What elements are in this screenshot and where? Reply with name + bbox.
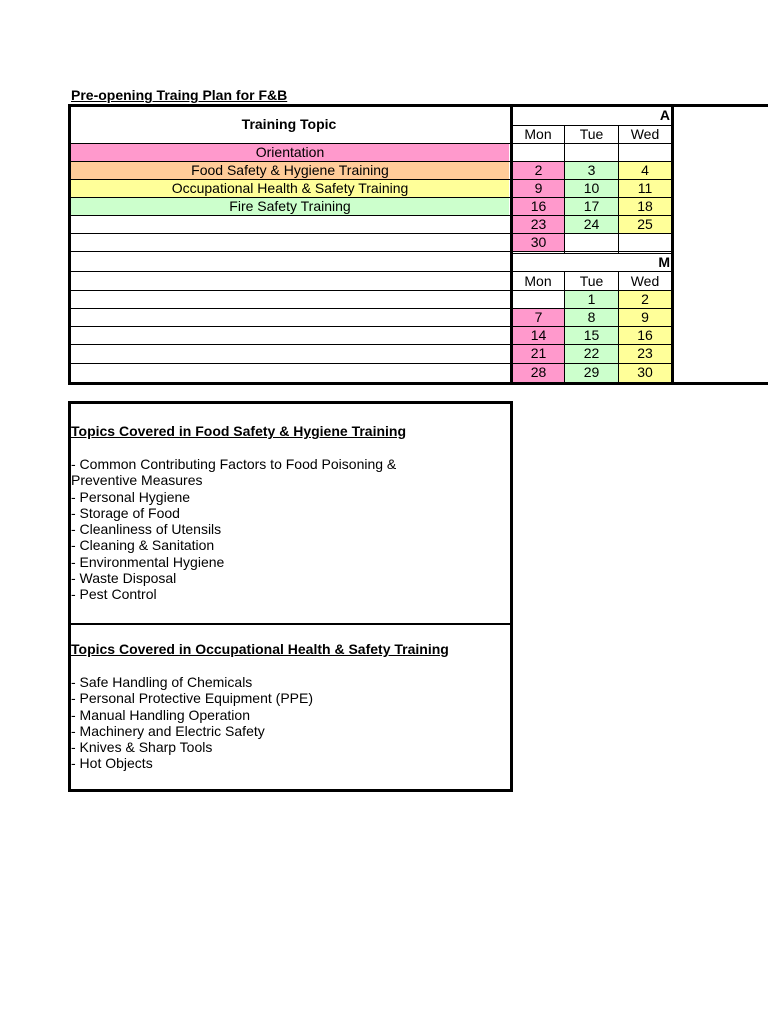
list-item: - Personal Protective Equipment (PPE) (71, 690, 313, 707)
list-item: - Personal Hygiene (71, 488, 191, 505)
month1-cell: 17 (565, 198, 618, 215)
ohs-heading: Topics Covered in Occupational Health & Safety Training (71, 641, 449, 657)
list-item: - Hot Objects (71, 755, 153, 772)
list-item: - Pest Control (71, 586, 157, 603)
month2-cell: 15 (565, 327, 618, 344)
month1-cell (565, 144, 618, 161)
topic-fire-safety: Fire Safety Training (71, 198, 509, 215)
list-item: - Storage of Food (71, 504, 180, 521)
topic-ohs: Occupational Health & Safety Training (71, 180, 509, 197)
month1-cell: 16 (513, 198, 564, 215)
month1-cell: 3 (565, 162, 618, 179)
topic-header: Training Topic (241, 116, 337, 132)
month1-cell: 2 (513, 162, 564, 179)
month2-cell: 16 (619, 327, 671, 344)
month1-day-mon: Mon (524, 126, 552, 142)
month2-cell: 14 (513, 327, 564, 344)
food-safety-list (71, 456, 396, 603)
month1-cell: 23 (513, 216, 564, 233)
month2-cell: 23 (619, 345, 671, 363)
food-safety-heading: Topics Covered in Food Safety & Hygiene Training (71, 423, 407, 439)
month1-cell: 18 (619, 198, 671, 215)
month1-cell: 25 (619, 216, 671, 233)
list-item: - Cleaning & Sanitation (71, 537, 215, 554)
month1-cell: 10 (565, 180, 618, 197)
month2-cell: 28 (513, 364, 564, 382)
month1-name: A (659, 107, 670, 123)
month2-cell: 22 (565, 345, 618, 363)
month1-day-tue: Tue (579, 126, 604, 142)
list-item: - Cleanliness of Utensils (71, 521, 222, 538)
month1-cell: 24 (565, 216, 618, 233)
list-item: - Machinery and Electric Safety (71, 722, 265, 739)
list-item: - Manual Handling Operation (71, 706, 250, 723)
month1-cell (619, 234, 671, 251)
topic-food-safety: Food Safety & Hygiene Training (71, 162, 509, 179)
list-item: - Waste Disposal (71, 570, 177, 587)
topic-orientation: Orientation (71, 144, 509, 161)
page-title: Pre-opening Traing Plan for F&B (71, 87, 288, 103)
list-item: - Knives & Sharp Tools (71, 739, 213, 756)
list-item: - Common Contributing Factors to Food Poisoning & (71, 456, 397, 472)
month2-name: M (658, 254, 670, 270)
month2-cell (513, 291, 564, 308)
month2-day-tue: Tue (579, 273, 604, 289)
month2-cell: 30 (619, 364, 671, 382)
month2-cell: 21 (513, 345, 564, 363)
month2-cell: 8 (565, 309, 618, 326)
month1-cell (619, 144, 671, 161)
month2-cell: 29 (565, 364, 618, 382)
month1-cell (565, 234, 618, 251)
month2-cell: 9 (619, 309, 671, 326)
ohs-list (71, 674, 313, 772)
month1-day-wed: Wed (630, 126, 660, 142)
list-item: - Environmental Hygiene (71, 553, 225, 570)
month2-day-mon: Mon (524, 273, 552, 289)
month2-day-wed: Wed (630, 273, 660, 289)
month2-cell: 7 (513, 309, 564, 326)
list-item: Preventive Measures (71, 472, 203, 489)
month1-cell: 30 (513, 234, 564, 251)
month2-cell: 2 (619, 291, 671, 308)
month2-cell: 1 (565, 291, 618, 308)
month1-cell: 9 (513, 180, 564, 197)
month1-cell: 11 (619, 180, 671, 197)
month1-cell: 4 (619, 162, 671, 179)
month1-cell (513, 144, 564, 161)
list-item: - Safe Handling of Chemicals (71, 674, 253, 690)
